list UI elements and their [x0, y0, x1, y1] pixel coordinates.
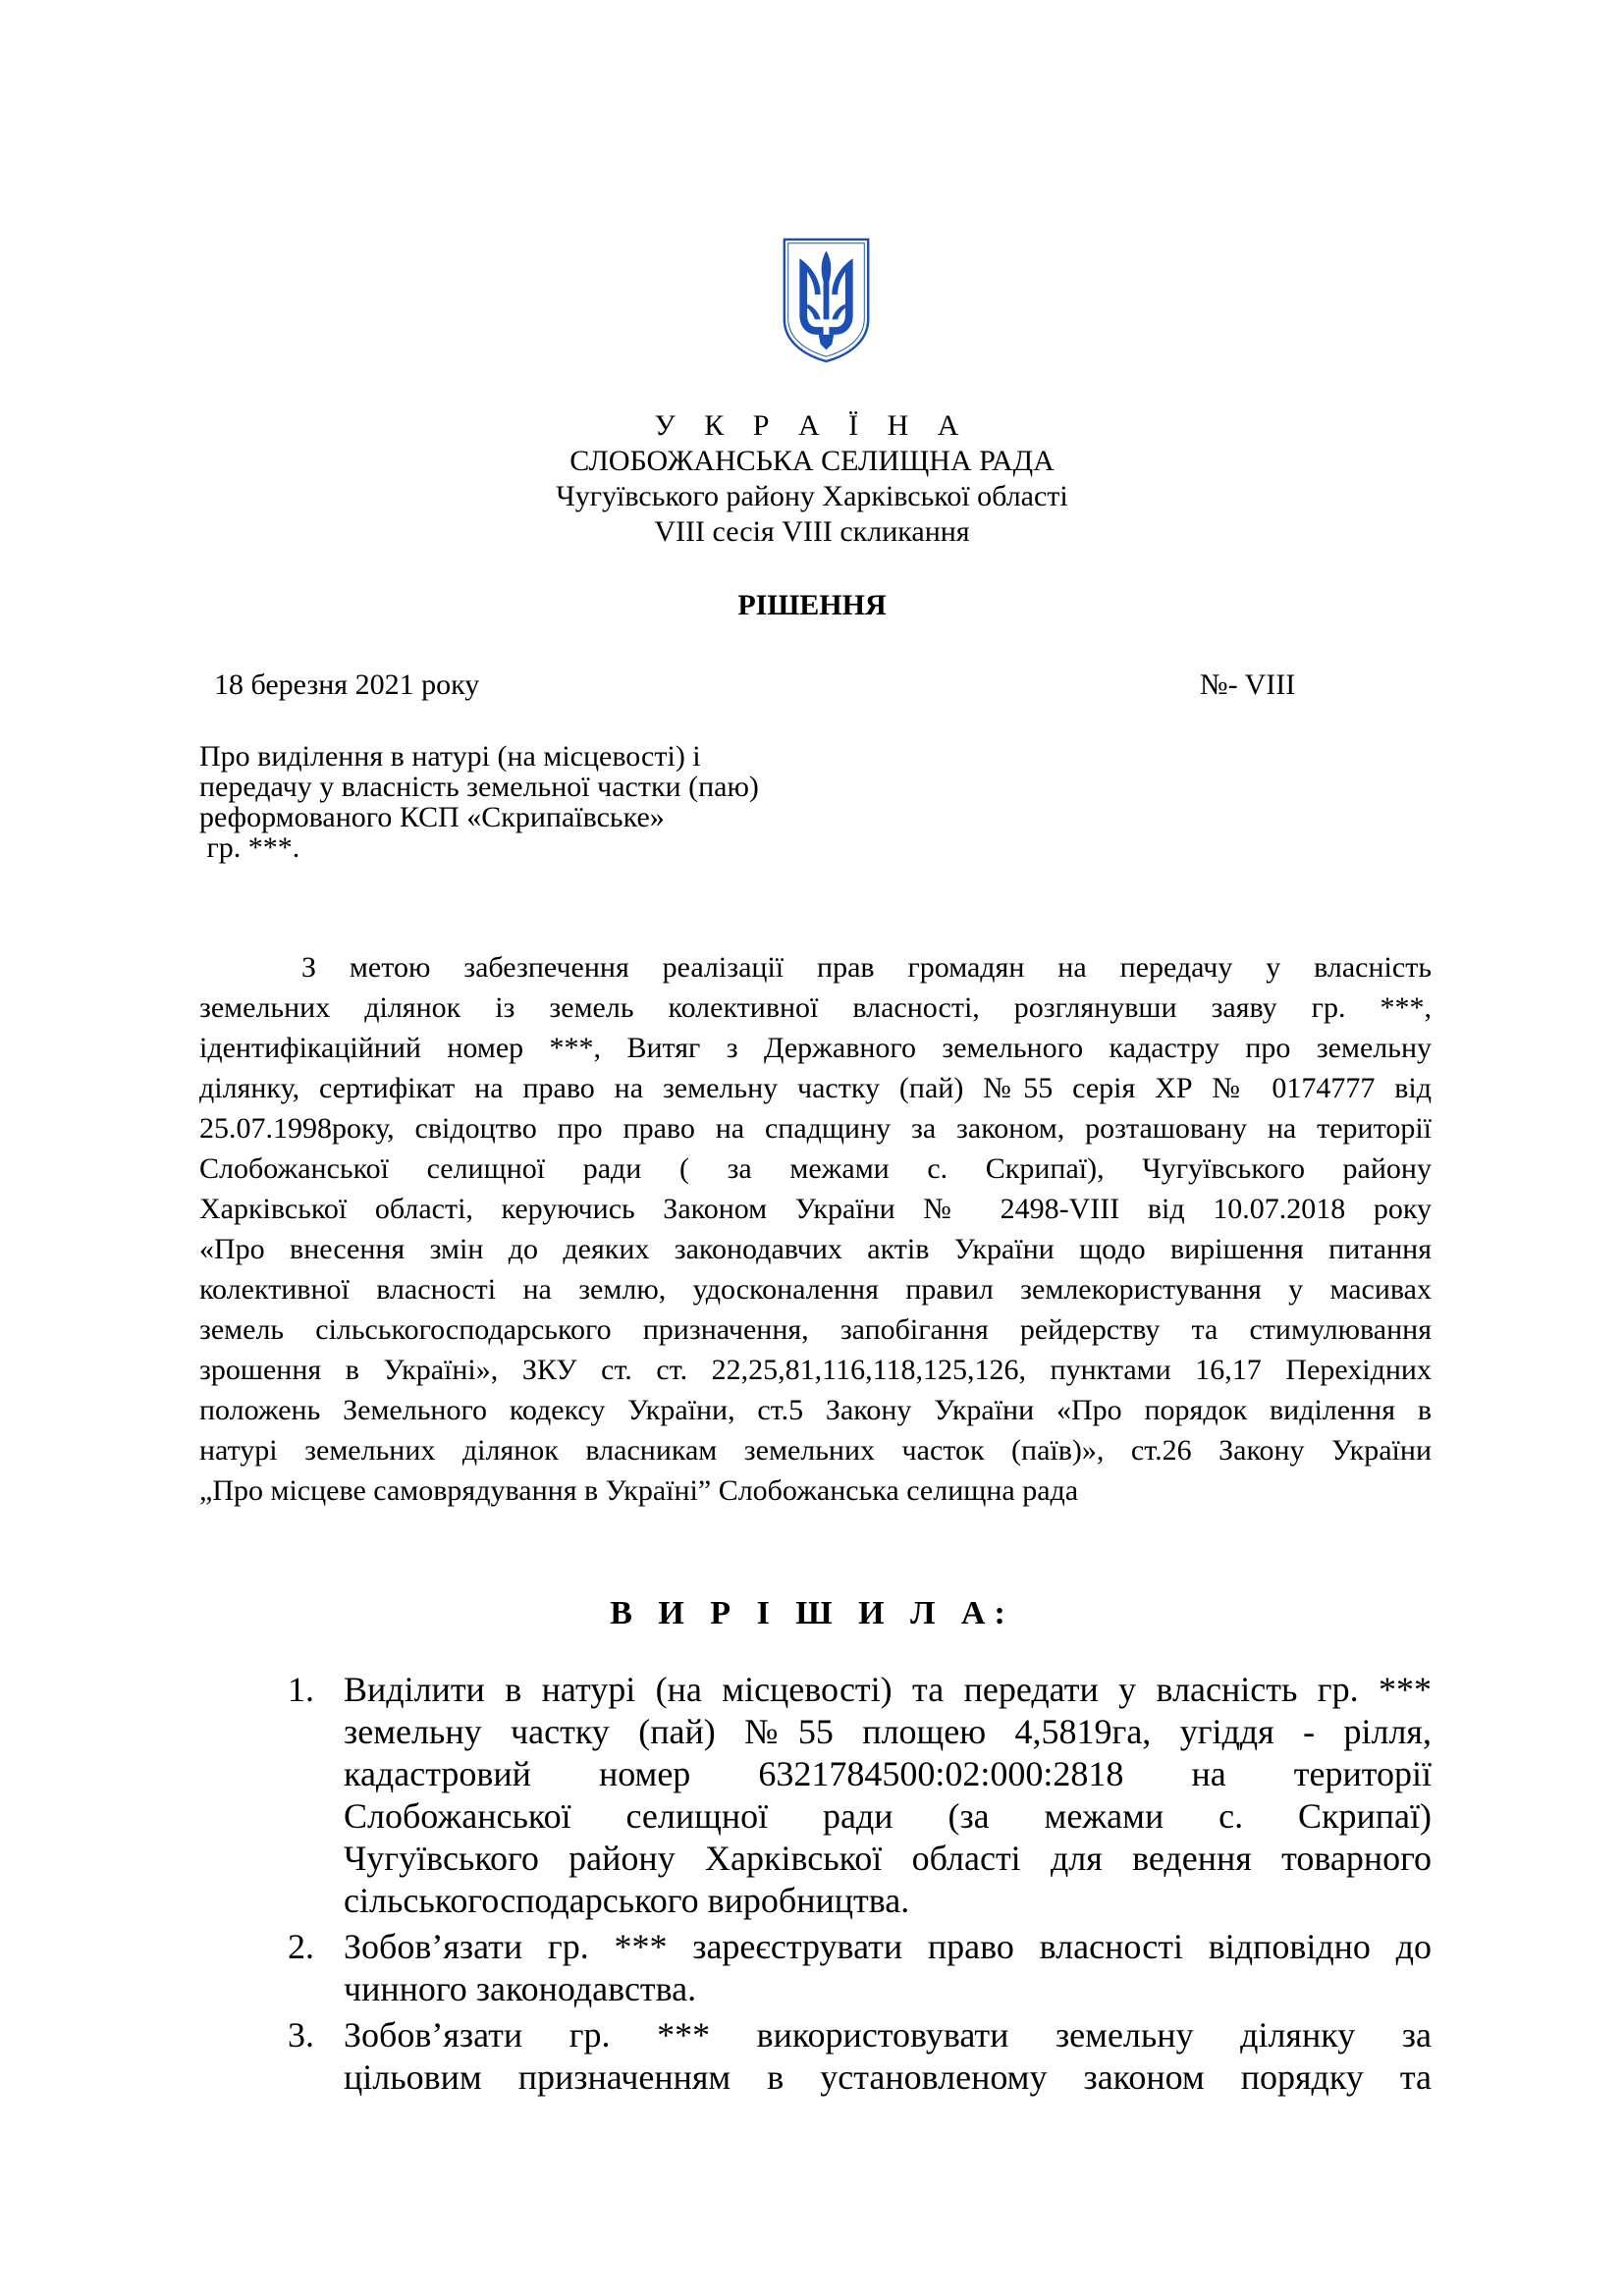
preamble-line: З метою забезпечення реалізації прав громадян на передачу у власність [301, 951, 1432, 984]
item-number: 2. [288, 1927, 314, 1966]
resolved-heading: В И Р І Ш И Л А: [610, 1595, 1014, 1631]
item-line: земельну частку (пай) №55 площею 4,5819га, угіддя - рілля, [344, 1712, 1432, 1751]
country-name: У К Р А Ї Н А [654, 409, 970, 442]
item-line: Зобов’язати гр. *** використовувати земельну ділянку за [344, 2015, 1432, 2055]
decision-subject [199, 741, 759, 863]
council-name: СЛОБОЖАНСЬКА СЕЛИЩНА РАДА [569, 445, 1055, 477]
ukraine-coat-of-arms-icon [779, 236, 874, 364]
item-line: цільовим призначенням в установленому законом порядку та [344, 2057, 1432, 2097]
document-header [0, 408, 1624, 550]
preamble-paragraph [199, 947, 1432, 1511]
item-line: Виділити в натурі (на місцевості) та передати у власність гр. *** [344, 1670, 1432, 1709]
preamble-line: колективної власності на землю, удосконалення правил землекористування у масивах [199, 1273, 1432, 1306]
resolution-item [288, 1669, 1432, 1922]
resolution-list [288, 1669, 1432, 2103]
preamble-line: зрошення в Україні», ЗКУ ст. ст. 22,25,81,116,118,125,126, пунктами 16,17 Перехідних [199, 1354, 1432, 1386]
item-line: Чугуївського району Харківської області для ведення товарного [344, 1839, 1432, 1878]
subject-line: реформованого КСП «Скрипаївське» [199, 801, 665, 833]
item-line: чинного законодавства. [344, 1969, 697, 2008]
preamble-line: натурі земельних ділянок власникам земельних часток (паїв)», ст.26 Закону України [199, 1434, 1432, 1467]
preamble-line: 25.07.1998року, свідоцтво про право на спадщину за законом, розташовану на території [199, 1112, 1432, 1145]
preamble-line: „Про місцеве самоврядування в Україні” Слобожанська селищна рада [199, 1474, 1079, 1507]
session-info: VIII сесія VIII скликання [654, 515, 970, 548]
resolution-item [288, 2014, 1432, 2099]
subject-line: гр. ***. [199, 831, 300, 864]
decision-title: РІШЕННЯ [737, 589, 887, 621]
subject-line: Про виділення в натурі (на місцевості) і [199, 740, 701, 773]
subject-line: передачу у власність земельної частки (паю) [199, 771, 759, 803]
region-name: Чугуївського району Харківської області [556, 480, 1068, 512]
item-number: 3. [288, 2015, 314, 2055]
preamble-line: положень Земельного кодексу України, ст.5 Закону України «Про порядок виділення в [199, 1394, 1432, 1426]
preamble-line: ідентифікаційний номер ***, Витяг з Державного земельного кадастру про земельну [199, 1032, 1432, 1064]
item-line: Зобов’язати гр. *** зареєструвати право власності відповідно до [344, 1927, 1432, 1966]
item-number: 1. [288, 1670, 314, 1709]
item-line: кадастровий номер 6321784500:02:000:2818 на території [344, 1754, 1432, 1793]
decision-number: №- VIII [1200, 668, 1296, 701]
preamble-line: Слобожанської селищної ради ( за межами с. Скрипаї), Чугуївського району [199, 1152, 1432, 1185]
resolution-item [288, 1926, 1432, 2010]
preamble-line: земельних ділянок із земель колективної власності, розглянувши заяву гр. ***, [199, 991, 1432, 1024]
item-line: Слобожанської селищної ради (за межами с. Скрипаї) [344, 1796, 1432, 1836]
preamble-line: «Про внесення змін до деяких законодавчих актів України щодо вирішення питання [199, 1233, 1432, 1265]
preamble-line: Харківської області, керуючись Законом України № 2498-VIII від 10.07.2018 року [199, 1193, 1432, 1225]
item-line: сільськогосподарського виробництва. [344, 1881, 910, 1920]
preamble-line: ділянку, сертифікат на право на земельну частку (пай) №55 серія ХР № 0174777 від [199, 1072, 1432, 1104]
preamble-line: земель сільськогосподарського призначення, запобігання рейдерству та стимулювання [199, 1313, 1432, 1346]
decision-date: 18 березня 2021 року [214, 668, 480, 701]
